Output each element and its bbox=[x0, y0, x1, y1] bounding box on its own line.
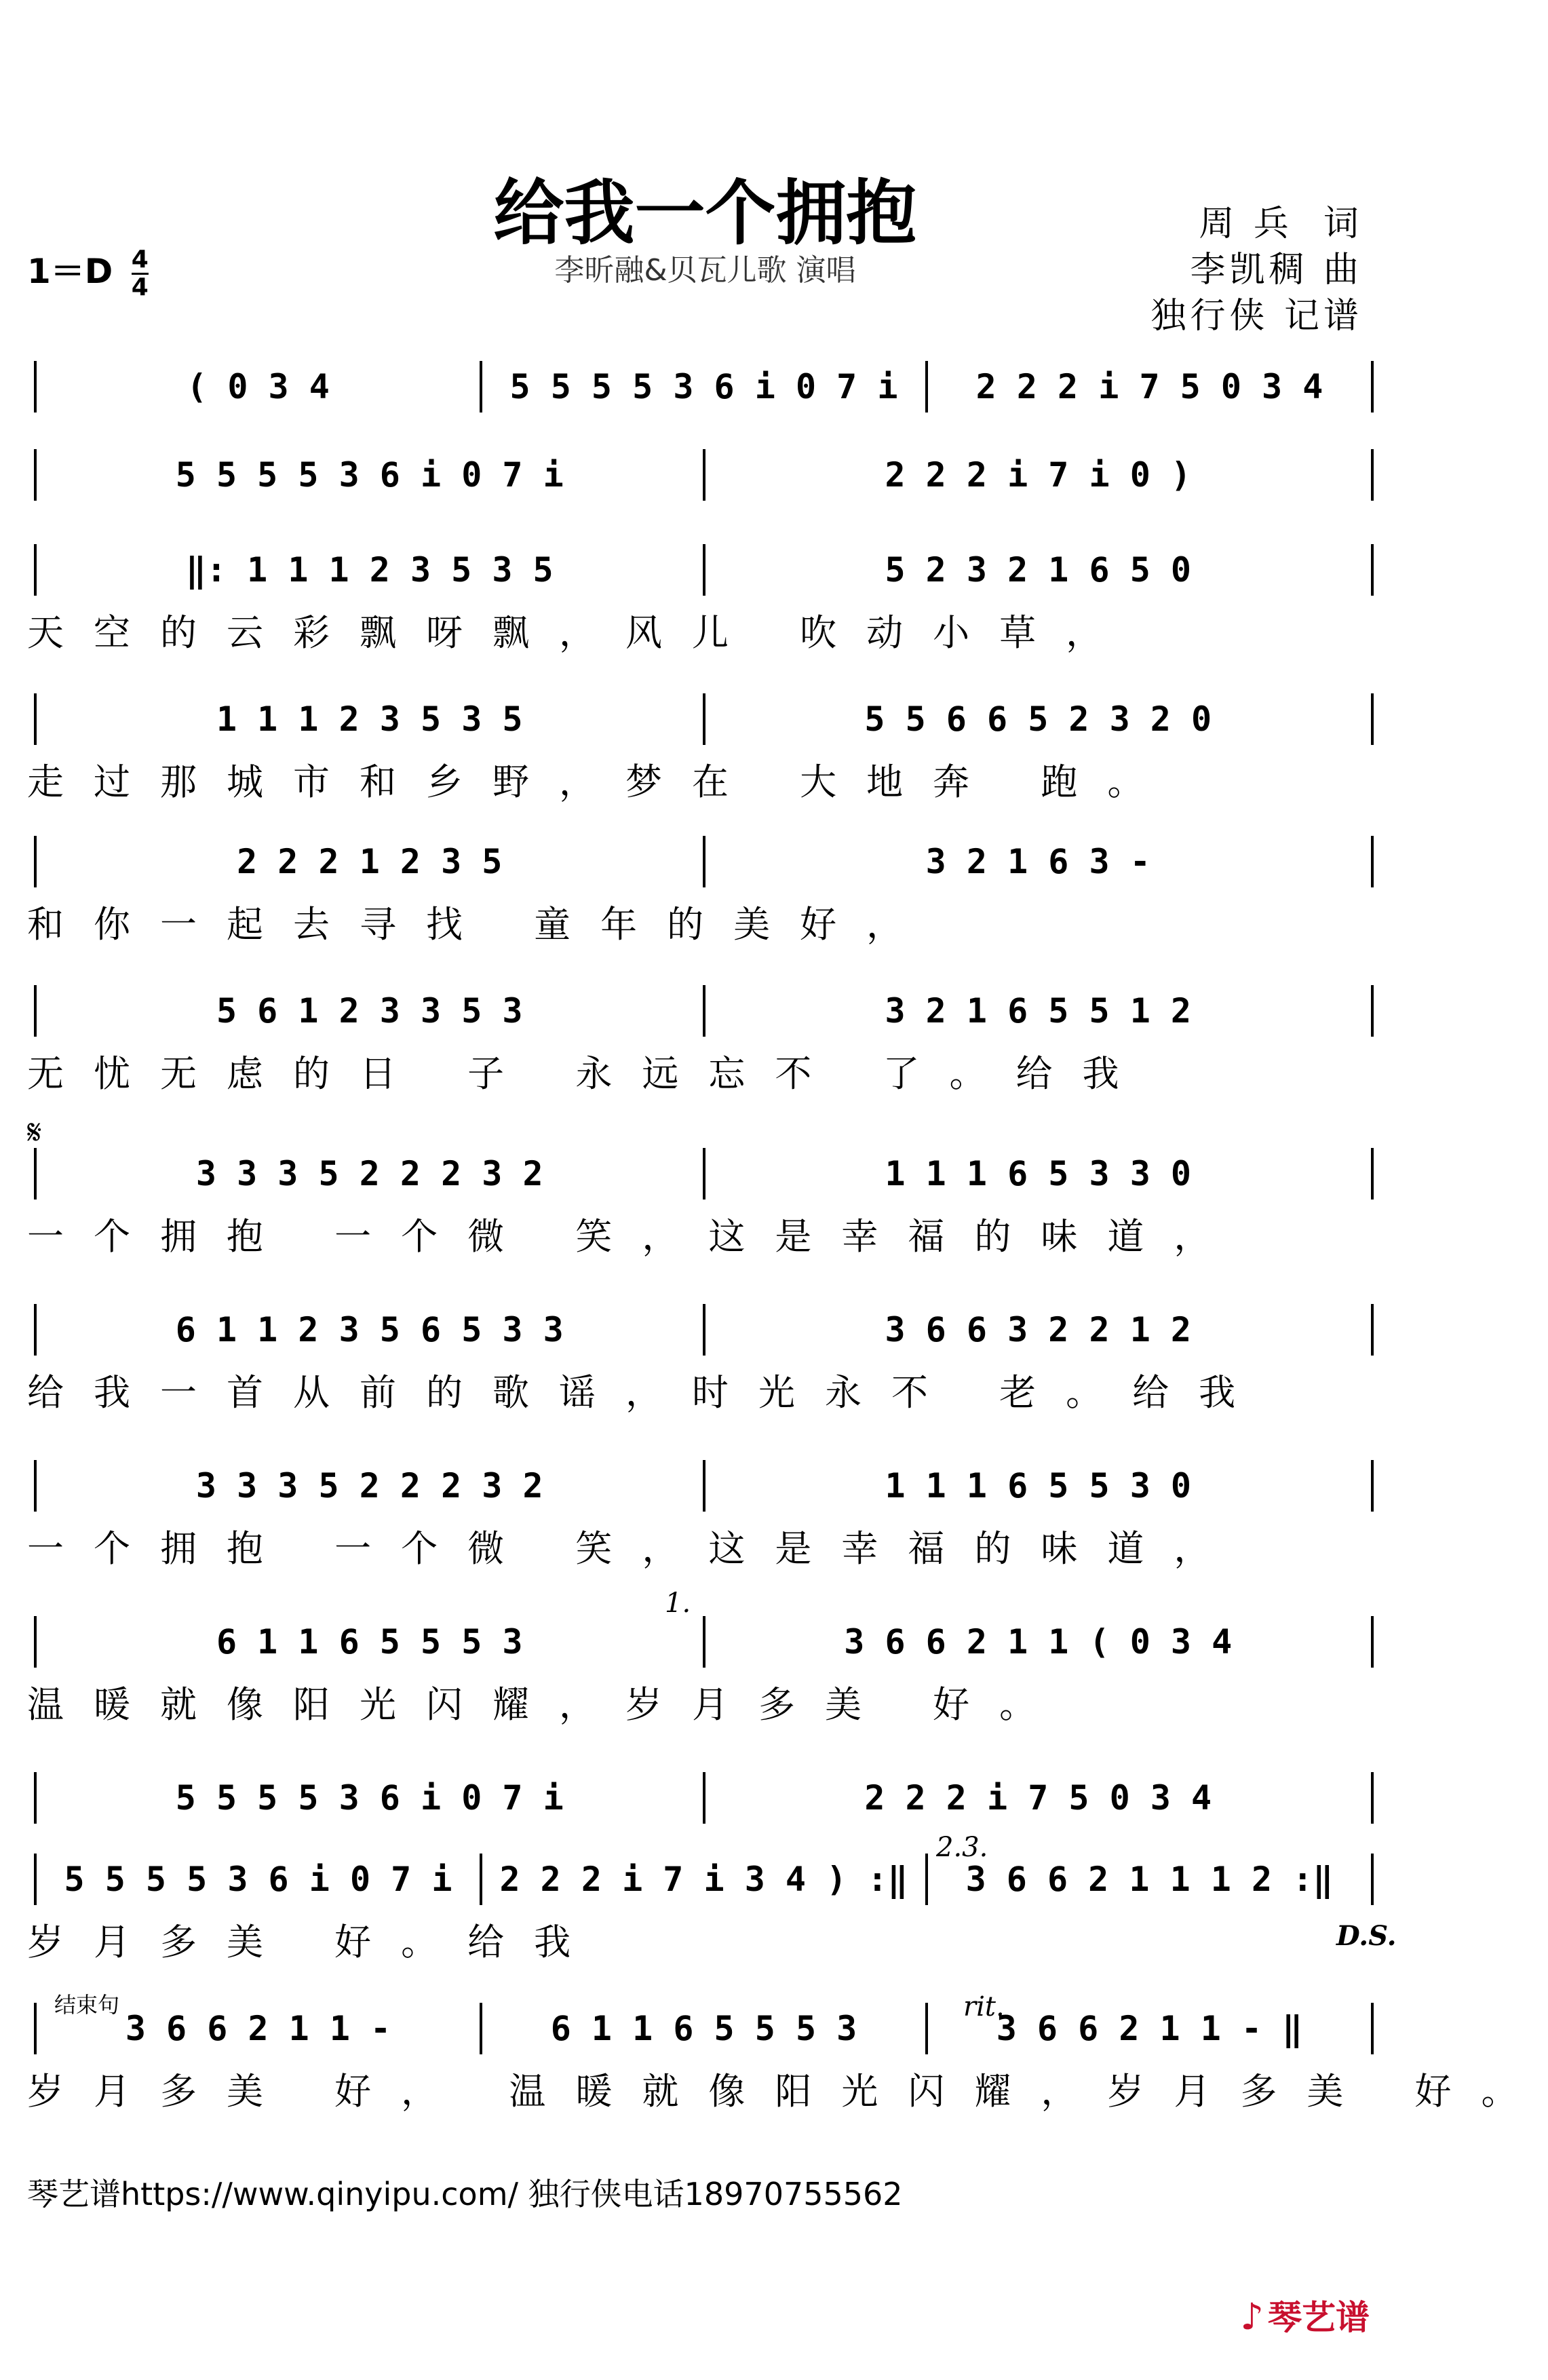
measure: 6 1 1 6 5 5 5 3 bbox=[216, 1622, 523, 1662]
barline bbox=[34, 1460, 37, 1512]
logo-icon: ♪ bbox=[1240, 2295, 1264, 2338]
coda-label: 结束句 bbox=[54, 1992, 120, 2018]
barline bbox=[1371, 1304, 1374, 1356]
barline bbox=[34, 1772, 37, 1824]
barline bbox=[34, 693, 37, 745]
notation-line bbox=[27, 699, 1380, 740]
rit-mark: rit. bbox=[963, 1991, 1005, 2022]
barline bbox=[34, 1148, 37, 1199]
barline bbox=[1371, 1148, 1374, 1199]
segno-mark: 𝄋 bbox=[27, 1113, 42, 1152]
score-row bbox=[27, 841, 1380, 946]
measure: 5 5 5 5 3 6 i 0 7 i bbox=[175, 455, 564, 495]
notation-line bbox=[27, 366, 1380, 407]
score-row bbox=[27, 2008, 1548, 2113]
measure: 3 6 6 2 1 1 - ‖ bbox=[996, 2009, 1303, 2048]
barline bbox=[1371, 2003, 1374, 2054]
lyrics-line: 一个拥抱 一个微 笑，这是幸福的味道， bbox=[27, 1215, 1241, 1258]
notation-line bbox=[27, 1778, 1380, 1818]
lyrics-line: 天空的云彩飘呀飘，风儿 吹动小草， bbox=[27, 611, 1133, 654]
notation-line bbox=[27, 1465, 1380, 1506]
notation-line bbox=[27, 1621, 1380, 1662]
measure: 6 1 1 2 3 5 6 5 3 3 bbox=[175, 1310, 564, 1349]
key-signature bbox=[27, 244, 149, 301]
measure: 5 5 5 5 3 6 i 0 7 i bbox=[64, 1860, 452, 1899]
measure: 1 1 1 2 3 5 3 5 bbox=[216, 699, 523, 739]
barline bbox=[925, 2003, 928, 2054]
barline bbox=[1371, 449, 1374, 501]
barline bbox=[703, 1148, 705, 1199]
measure: 3 6 6 3 2 2 1 2 bbox=[885, 1310, 1192, 1349]
barline bbox=[703, 544, 705, 596]
score-row bbox=[27, 550, 1380, 654]
barline bbox=[1371, 693, 1374, 745]
lyrics-line: 和你一起去寻找 童年的美好， bbox=[27, 903, 933, 946]
ds-mark: D.S. bbox=[1336, 1920, 1397, 1952]
measure: 2 2 2 i 7 5 0 3 4 bbox=[864, 1778, 1212, 1818]
notation-line bbox=[27, 455, 1380, 495]
measure: 3 6 6 2 1 1 1 2 :‖ bbox=[965, 1860, 1334, 1899]
site-logo bbox=[1241, 2290, 1370, 2339]
measure: 6 1 1 6 5 5 5 3 bbox=[550, 2009, 857, 2048]
transcriber-credit: 独行侠 记谱 bbox=[1150, 296, 1363, 337]
barline bbox=[1371, 1772, 1374, 1824]
barline bbox=[1371, 985, 1374, 1037]
measure: ( 0 3 4 bbox=[187, 367, 330, 406]
time-signature-bottom: 4 bbox=[131, 273, 149, 301]
lyrics-line: 给我一首从前的歌谣，时光永不 老。给我 bbox=[27, 1371, 1266, 1414]
barline bbox=[480, 1854, 482, 1905]
measure: 2 2 2 i 7 5 0 3 4 bbox=[975, 367, 1323, 406]
measure: 3 6 6 2 1 1 ( 0 3 4 bbox=[844, 1622, 1233, 1662]
score-row bbox=[27, 1153, 1380, 1258]
score-row bbox=[27, 1465, 1380, 1570]
composer-credit: 李凯稠 曲 bbox=[1190, 250, 1363, 290]
score-row bbox=[27, 991, 1380, 1095]
notation-line bbox=[27, 991, 1380, 1031]
barline bbox=[480, 361, 482, 412]
measure: 5 2 3 2 1 6 5 0 bbox=[885, 550, 1192, 590]
key-label: 1＝D bbox=[27, 252, 113, 291]
notation-line bbox=[27, 2008, 1380, 2049]
measure: 1 1 1 6 5 3 3 0 bbox=[885, 1154, 1192, 1193]
measure: 3 3 3 5 2 2 2 3 2 bbox=[195, 1466, 543, 1505]
score-row bbox=[27, 455, 1380, 529]
measure: 3 6 6 2 1 1 - bbox=[125, 2009, 391, 2048]
score-row bbox=[27, 1309, 1380, 1414]
barline bbox=[925, 1854, 928, 1905]
lyrics-line: 一个拥抱 一个微 笑，这是幸福的味道， bbox=[27, 1527, 1241, 1570]
measure: 3 3 3 5 2 2 2 3 2 bbox=[195, 1154, 543, 1193]
barline bbox=[1371, 1460, 1374, 1512]
barline bbox=[34, 1854, 37, 1905]
footer-text: 琴艺谱https://www.qinyipu.com/ 独行侠电话18970755562 bbox=[27, 2176, 903, 2212]
lyrics-line: 无忧无虑的日 子 永远忘不 了。给我 bbox=[27, 1052, 1149, 1095]
barline bbox=[925, 361, 928, 412]
barline bbox=[1371, 544, 1374, 596]
barline bbox=[1371, 361, 1374, 412]
barline bbox=[34, 449, 37, 501]
measure: 5 6 1 2 3 3 5 3 bbox=[216, 991, 523, 1031]
measure: 5 5 6 6 5 2 3 2 0 bbox=[864, 699, 1212, 739]
notation-line bbox=[27, 841, 1380, 882]
lyrics-line: 温暖就像阳光闪耀，岁月多美 好。 bbox=[27, 1683, 1066, 1726]
barline bbox=[703, 693, 705, 745]
measure: 2 2 2 1 2 3 5 bbox=[237, 842, 503, 881]
measure: 3 2 1 6 5 5 1 2 bbox=[885, 991, 1192, 1031]
lyricist-credit: 周 兵 词 bbox=[1199, 204, 1363, 244]
lyrics-line: 岁月多美 好。给我 bbox=[27, 1921, 601, 1963]
performer-credit: 李昕融&贝瓦儿歌 演唱 bbox=[554, 253, 856, 288]
lyrics-line: 走过那城市和乡野，梦在 大地奔 跑。 bbox=[27, 761, 1174, 803]
score-row bbox=[27, 699, 1380, 803]
credits bbox=[1150, 201, 1363, 339]
barline bbox=[703, 1616, 705, 1668]
measure: 3 2 1 6 3 - bbox=[925, 842, 1150, 881]
notation-line bbox=[27, 1859, 1380, 1900]
lyrics-line: 岁月多美 好， 温暖就像阳光闪耀，岁月多美 好。 bbox=[27, 2070, 1548, 2113]
barline bbox=[34, 1304, 37, 1356]
measure: 1 1 1 6 5 5 3 0 bbox=[885, 1466, 1192, 1505]
barline bbox=[1371, 836, 1374, 887]
barline bbox=[34, 544, 37, 596]
time-signature-top: 4 bbox=[131, 246, 149, 273]
notation-line bbox=[27, 1153, 1380, 1194]
barline bbox=[703, 985, 705, 1037]
measure: 5 5 5 5 3 6 i 0 7 i bbox=[509, 367, 898, 406]
notation-line bbox=[27, 1309, 1380, 1350]
barline bbox=[703, 1460, 705, 1512]
measure: 5 5 5 5 3 6 i 0 7 i bbox=[175, 1778, 564, 1818]
page-title: 给我一个拥抱 bbox=[493, 171, 917, 254]
barline bbox=[34, 2003, 37, 2054]
time-signature bbox=[132, 247, 149, 301]
barline bbox=[1371, 1616, 1374, 1668]
barline bbox=[703, 836, 705, 887]
barline bbox=[703, 1772, 705, 1824]
barline bbox=[703, 449, 705, 501]
notation-line bbox=[27, 550, 1380, 590]
barline bbox=[34, 985, 37, 1037]
measure: 2 2 2 i 7 i 3 4 ) :‖ bbox=[499, 1860, 908, 1899]
barline bbox=[34, 1616, 37, 1668]
barline bbox=[703, 1304, 705, 1356]
barline bbox=[34, 361, 37, 412]
volta-23-label: 2.3. bbox=[936, 1832, 988, 1863]
logo-text: 琴艺谱 bbox=[1268, 2297, 1370, 2337]
barline bbox=[480, 2003, 482, 2054]
score-row bbox=[27, 366, 1380, 441]
volta-1-label: 1. bbox=[665, 1588, 691, 1619]
barline bbox=[1371, 1854, 1374, 1905]
barline bbox=[34, 836, 37, 887]
measure: ‖: 1 1 1 2 3 5 3 5 bbox=[185, 550, 554, 590]
measure: 2 2 2 i 7 i 0 ) bbox=[885, 455, 1192, 495]
score-row bbox=[27, 1778, 1380, 1852]
score-row bbox=[27, 1621, 1380, 1726]
